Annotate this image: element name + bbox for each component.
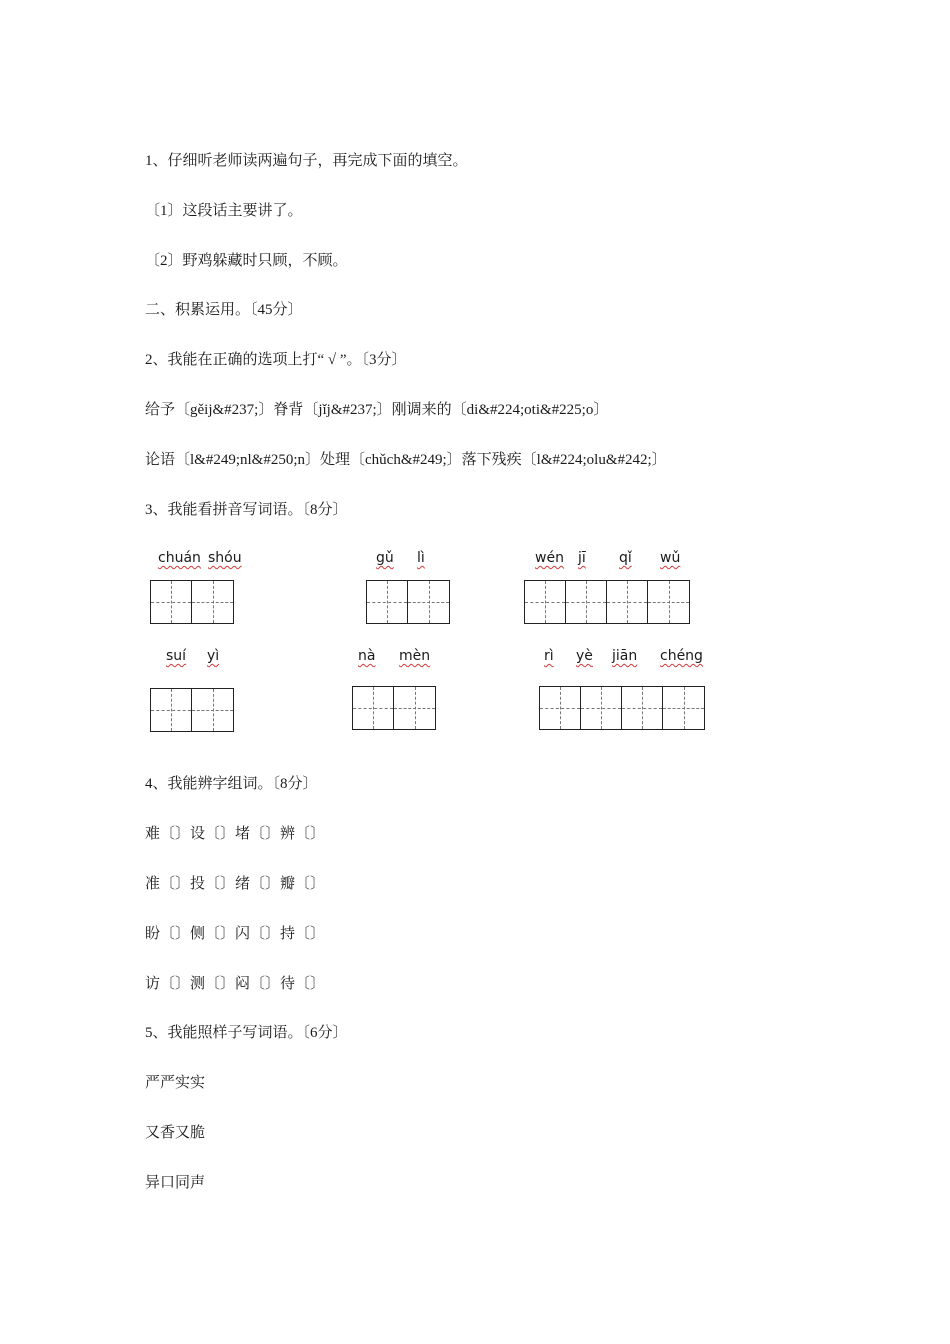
grid-cell[interactable]: [525, 581, 566, 623]
grid-cell[interactable]: [408, 581, 449, 623]
q5-example-2: 又香又脆: [145, 1125, 206, 1141]
pinyin-label: yì: [207, 648, 220, 664]
q4-row-3: 盼〔〕侧〔〕闪〔〕持〔〕: [145, 926, 326, 942]
grid-cell[interactable]: [607, 581, 648, 623]
writing-grid[interactable]: [539, 686, 705, 730]
grid-cell[interactable]: [622, 687, 663, 729]
writing-grid[interactable]: [150, 688, 234, 732]
pinyin-label: yè: [576, 648, 593, 664]
grid-cell[interactable]: [648, 581, 689, 623]
grid-cell[interactable]: [540, 687, 581, 729]
q5-example-3: 异口同声: [145, 1175, 206, 1191]
pinyin-label: rì: [544, 648, 554, 664]
q1-subquestion-1: 〔1〕这段话主要讲了。: [145, 203, 303, 219]
pinyin-label: shóu: [208, 550, 242, 566]
pinyin-label: wǔ: [660, 550, 681, 566]
q4-row-1: 难〔〕设〔〕堵〔〕辨〔〕: [145, 826, 326, 842]
pinyin-label: chéng: [660, 648, 703, 664]
grid-cell[interactable]: [151, 581, 192, 623]
section-2-heading: 二、积累运用。〔45分〕: [145, 302, 303, 318]
q4-title: 4、我能辨字组词。〔8分〕: [145, 776, 318, 792]
pinyin-label: jī: [578, 550, 586, 566]
writing-grid[interactable]: [150, 580, 234, 624]
q4-row-2: 准〔〕投〔〕绪〔〕瓣〔〕: [145, 876, 326, 892]
q5-example-1: 严严实实: [145, 1075, 206, 1091]
pinyin-label: chuán: [158, 550, 201, 566]
pinyin-label: nà: [358, 648, 376, 664]
pinyin-label: wén: [535, 550, 564, 566]
q1-subquestion-2: 〔2〕野鸡躲藏时只顾，不顾。: [145, 253, 348, 269]
pinyin-label: suí: [166, 648, 187, 664]
grid-cell[interactable]: [192, 581, 233, 623]
writing-grid[interactable]: [352, 686, 436, 730]
pinyin-label: lì: [417, 550, 425, 566]
grid-cell[interactable]: [581, 687, 622, 729]
q2-row-2: 论语〔l&#249;nl&#250;n〕处理〔chǔch&#249;〕落下残疾〔l&#224;olu&#242;〕: [145, 452, 667, 468]
grid-cell[interactable]: [192, 689, 233, 731]
q4-row-4: 访〔〕测〔〕闷〔〕待〔〕: [145, 976, 326, 992]
q3-title: 3、我能看拼音写词语。〔8分〕: [145, 502, 348, 518]
q2-title: 2、我能在正确的选项上打“ √ ”。〔3分〕: [145, 352, 407, 368]
grid-cell[interactable]: [663, 687, 704, 729]
pinyin-label: qǐ: [619, 550, 632, 566]
q5-title: 5、我能照样子写词语。〔6分〕: [145, 1025, 348, 1041]
grid-cell[interactable]: [151, 689, 192, 731]
grid-cell[interactable]: [353, 687, 394, 729]
pinyin-label: jiān: [612, 648, 638, 664]
writing-grid[interactable]: [524, 580, 690, 624]
grid-cell[interactable]: [394, 687, 435, 729]
pinyin-label: gǔ: [376, 550, 394, 566]
q1-title: 1、仔细听老师读两遍句子，再完成下面的填空。: [145, 153, 468, 169]
pinyin-label: mèn: [399, 648, 431, 664]
grid-cell[interactable]: [367, 581, 408, 623]
grid-cell[interactable]: [566, 581, 607, 623]
writing-grid[interactable]: [366, 580, 450, 624]
q2-row-1: 给予〔gěij&#237;〕脊背〔jǐj&#237;〕刚调来的〔di&#224;oti&#225;o〕: [145, 402, 609, 418]
